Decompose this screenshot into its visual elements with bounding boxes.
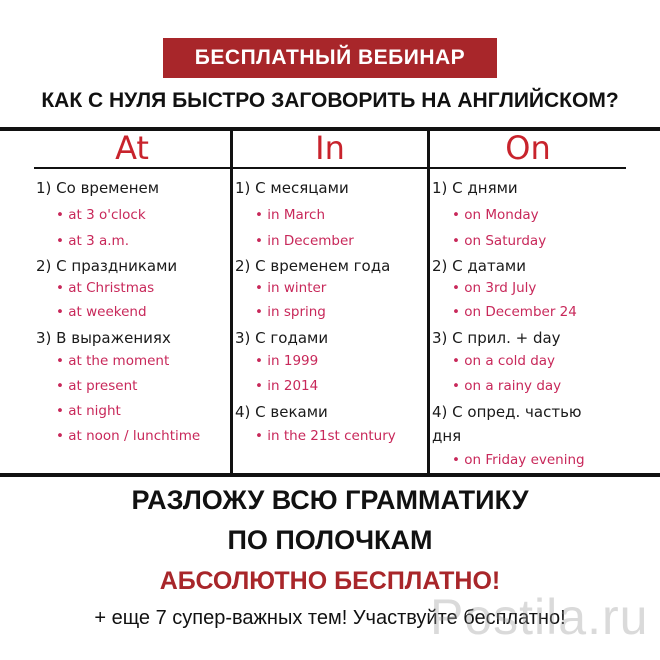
rule-category: 4) С веками — [235, 403, 328, 421]
rule-example: • in March — [255, 207, 326, 223]
rule-example: • in December — [255, 233, 354, 249]
rule-example: • on a rainy day — [452, 378, 562, 394]
rule-example: • in 1999 — [255, 353, 319, 369]
prepositions-table — [0, 127, 660, 477]
rule-example: • on Monday — [452, 207, 539, 223]
rule-example: • on Saturday — [452, 233, 547, 249]
rule-example: • in the 21st century — [255, 428, 396, 444]
column-head-in: In — [315, 129, 345, 167]
rule-category: 2) С временем года — [235, 257, 391, 275]
rule-example: • on December 24 — [452, 304, 577, 320]
promo-line-2: ПО ПОЛОЧКАМ — [227, 525, 433, 555]
rule-category: 3) С годами — [235, 329, 329, 347]
column-head-on: On — [505, 129, 551, 167]
watermark: Postila.ru — [430, 589, 649, 645]
rule-example: • on a cold day — [452, 353, 556, 369]
column-in — [233, 127, 427, 477]
column-head-at: At — [115, 129, 149, 167]
headline: КАК С НУЛЯ БЫСТРО ЗАГОВОРИТЬ НА АНГЛИЙСКОМ? — [41, 89, 619, 112]
rule-example: • at 3 o'clock — [56, 207, 146, 223]
rule-example: • at the moment — [56, 353, 170, 369]
rule-example: • at weekend — [56, 304, 147, 320]
rule-example: • at night — [56, 403, 121, 419]
column-at — [34, 127, 230, 477]
rule-category: 3) С прил. + day — [432, 329, 561, 347]
rule-example: • at Christmas — [56, 280, 155, 296]
column-on — [430, 127, 626, 477]
rule-category: 3) В выражениях — [36, 329, 171, 347]
rule-example: • at present — [56, 378, 138, 394]
promo-line-1: РАЗЛОЖУ ВСЮ ГРАММАТИКУ — [131, 485, 529, 515]
rule-example: • at 3 a.m. — [56, 233, 129, 249]
rule-category: 2) С датами — [432, 257, 526, 275]
promo-extra: + еще 7 супер-важных тем! Участвуйте бесплатно! — [94, 607, 566, 629]
promo-free: АБСОЛЮТНО БЕСПЛАТНО! — [159, 567, 501, 595]
rule-example: • on 3rd July — [452, 280, 537, 296]
rule-category: 1) С месяцами — [235, 179, 349, 197]
rule-category: 4) С опред. частью — [432, 403, 582, 421]
rule-example: • in 2014 — [255, 378, 319, 394]
webinar-badge: БЕСПЛАТНЫЙ ВЕБИНАР — [163, 38, 497, 78]
rule-category: дня — [432, 427, 462, 445]
rule-example: • in spring — [255, 304, 326, 320]
rule-example: • at noon / lunchtime — [56, 428, 201, 444]
rule-example: • in winter — [255, 280, 327, 296]
rule-example: • on Friday evening — [452, 452, 585, 468]
rule-category: 1) Со временем — [36, 179, 160, 197]
rule-category: 1) С днями — [432, 179, 518, 197]
rule-category: 2) С праздниками — [36, 257, 178, 275]
